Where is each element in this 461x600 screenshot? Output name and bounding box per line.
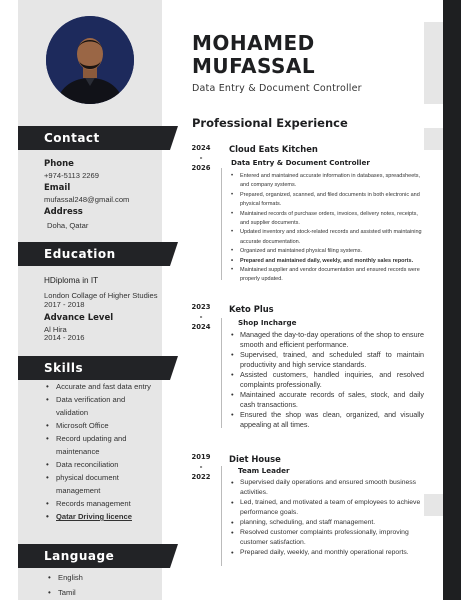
year-start: 2019 — [191, 453, 211, 461]
right-accent-strip — [443, 0, 461, 600]
skills-list — [44, 380, 156, 523]
list-item: • Led, trained, and motivated a team of employees to achieve performance goals. — [230, 498, 424, 518]
year-dash: - — [199, 154, 203, 162]
list-item: • English — [44, 570, 156, 585]
year-start: 2024 — [191, 144, 211, 152]
role-title: Shop Incharge — [238, 318, 297, 327]
accent-tab — [424, 494, 443, 516]
list-item: • planning, scheduling, and staff management. — [230, 518, 424, 528]
list-item: • Accurate and fast data entry — [44, 380, 156, 393]
language-heading: Language — [18, 544, 170, 568]
role-title: Team Leader — [238, 466, 290, 475]
candidate-name — [192, 32, 315, 78]
name-line: MUFASSAL — [192, 54, 316, 78]
experience-heading: Professional Experience — [192, 116, 348, 130]
address-value: Doha, Qatar — [47, 221, 89, 230]
year-end: 2026 — [191, 164, 211, 172]
list-item: • Supervised daily operations and ensured smooth business activities. — [230, 478, 424, 498]
job-years — [186, 143, 216, 173]
year-dash: - — [199, 463, 203, 471]
list-item: • Records management — [44, 497, 156, 510]
year-end: 2024 — [191, 323, 211, 331]
person-portrait-icon — [46, 16, 134, 104]
timeline-line — [221, 466, 222, 566]
timeline-line — [221, 168, 222, 280]
company-name: Diet House — [229, 454, 281, 464]
year-end: 2022 — [191, 473, 211, 481]
level-title: Advance Level — [44, 313, 114, 323]
job-years — [186, 452, 216, 482]
list-item: • Tamil — [44, 585, 156, 600]
accent-tab — [424, 128, 443, 150]
list-item: • Managed the day-to-day operations of the shop to ensure smooth and efficient performance. — [230, 330, 424, 350]
list-item: • Ensured the shop was clean, organized, and visually appealing at all times. — [230, 410, 424, 430]
list-item: • Entered and maintained accurate information in databases, spreadsheets, and company systems. — [230, 172, 424, 191]
job-years — [186, 302, 216, 332]
job-title: Data Entry & Document Controller — [192, 83, 362, 94]
level-school: Al Hira — [44, 325, 67, 334]
job-bullets — [230, 172, 424, 285]
year-dash: - — [199, 313, 203, 321]
list-item: • Data reconciliation — [44, 458, 156, 471]
language-list — [44, 570, 156, 600]
list-item: • Assisted customers, handled inquiries, and resolved complaints professionally. — [230, 370, 424, 390]
company-name: Cloud Eats Kitchen — [229, 144, 318, 154]
list-item: • Maintained accurate records of sales, stock, and daily cash transactions. — [230, 390, 424, 410]
name-line: MOHAMED — [192, 31, 315, 55]
list-item: • Prepared and maintained daily, weekly, and monthly sales reports. — [230, 257, 424, 266]
list-item: • Qatar Driving licence — [44, 510, 156, 523]
list-item: • Supervised, trained, and scheduled staff to maintain productivity and high service standards. — [230, 350, 424, 370]
email-label: Email — [44, 183, 71, 193]
list-item: • Record updating and maintenance — [44, 432, 156, 458]
address-label: Address — [44, 207, 83, 217]
job-bullets — [230, 330, 424, 430]
phone-value: +974-5113 2269 — [44, 171, 99, 180]
job-bullets — [230, 478, 424, 558]
list-item: • Microsoft Office — [44, 419, 156, 432]
year-start: 2023 — [191, 303, 211, 311]
timeline-line — [221, 318, 222, 428]
phone-label: Phone — [44, 159, 74, 169]
list-item: • Prepared daily, weekly, and monthly operational reports. — [230, 548, 424, 558]
profile-photo — [46, 16, 134, 104]
level-years: 2014 - 2016 — [44, 333, 85, 342]
email-value: mufassal248@gmail.com — [44, 195, 130, 204]
degree-title: HDiploma in IT — [44, 276, 99, 285]
list-item: • Maintained supplier and vendor documentation and ensured records were properly updated. — [230, 266, 424, 285]
degree-school: London Collage of Higher Studies — [44, 291, 158, 300]
skills-heading: Skills — [18, 356, 170, 380]
list-item: • Resolved customer complaints professionally, improving customer satisfaction. — [230, 528, 424, 548]
list-item: • Organized and maintained physical filing systems. — [230, 247, 424, 256]
list-item: • Prepared, organized, scanned, and filed documents in both electronic and physical formats. — [230, 191, 424, 210]
contact-heading: Contact — [18, 126, 170, 150]
list-item: • Updated inventory and stock-related records and assisted with maintaining accurate documentation. — [230, 228, 424, 247]
company-name: Keto Plus — [229, 304, 274, 314]
list-item: • Data verification and validation — [44, 393, 156, 419]
list-item: • physical document management — [44, 471, 156, 497]
list-item: • Maintained records of purchase orders, invoices, delivery notes, receipts, and supplier documents. — [230, 210, 424, 229]
degree-years: 2017 - 2018 — [44, 300, 85, 309]
role-title: Data Entry & Document Controller — [231, 158, 370, 167]
accent-tab — [424, 22, 443, 104]
education-heading: Education — [18, 242, 170, 266]
